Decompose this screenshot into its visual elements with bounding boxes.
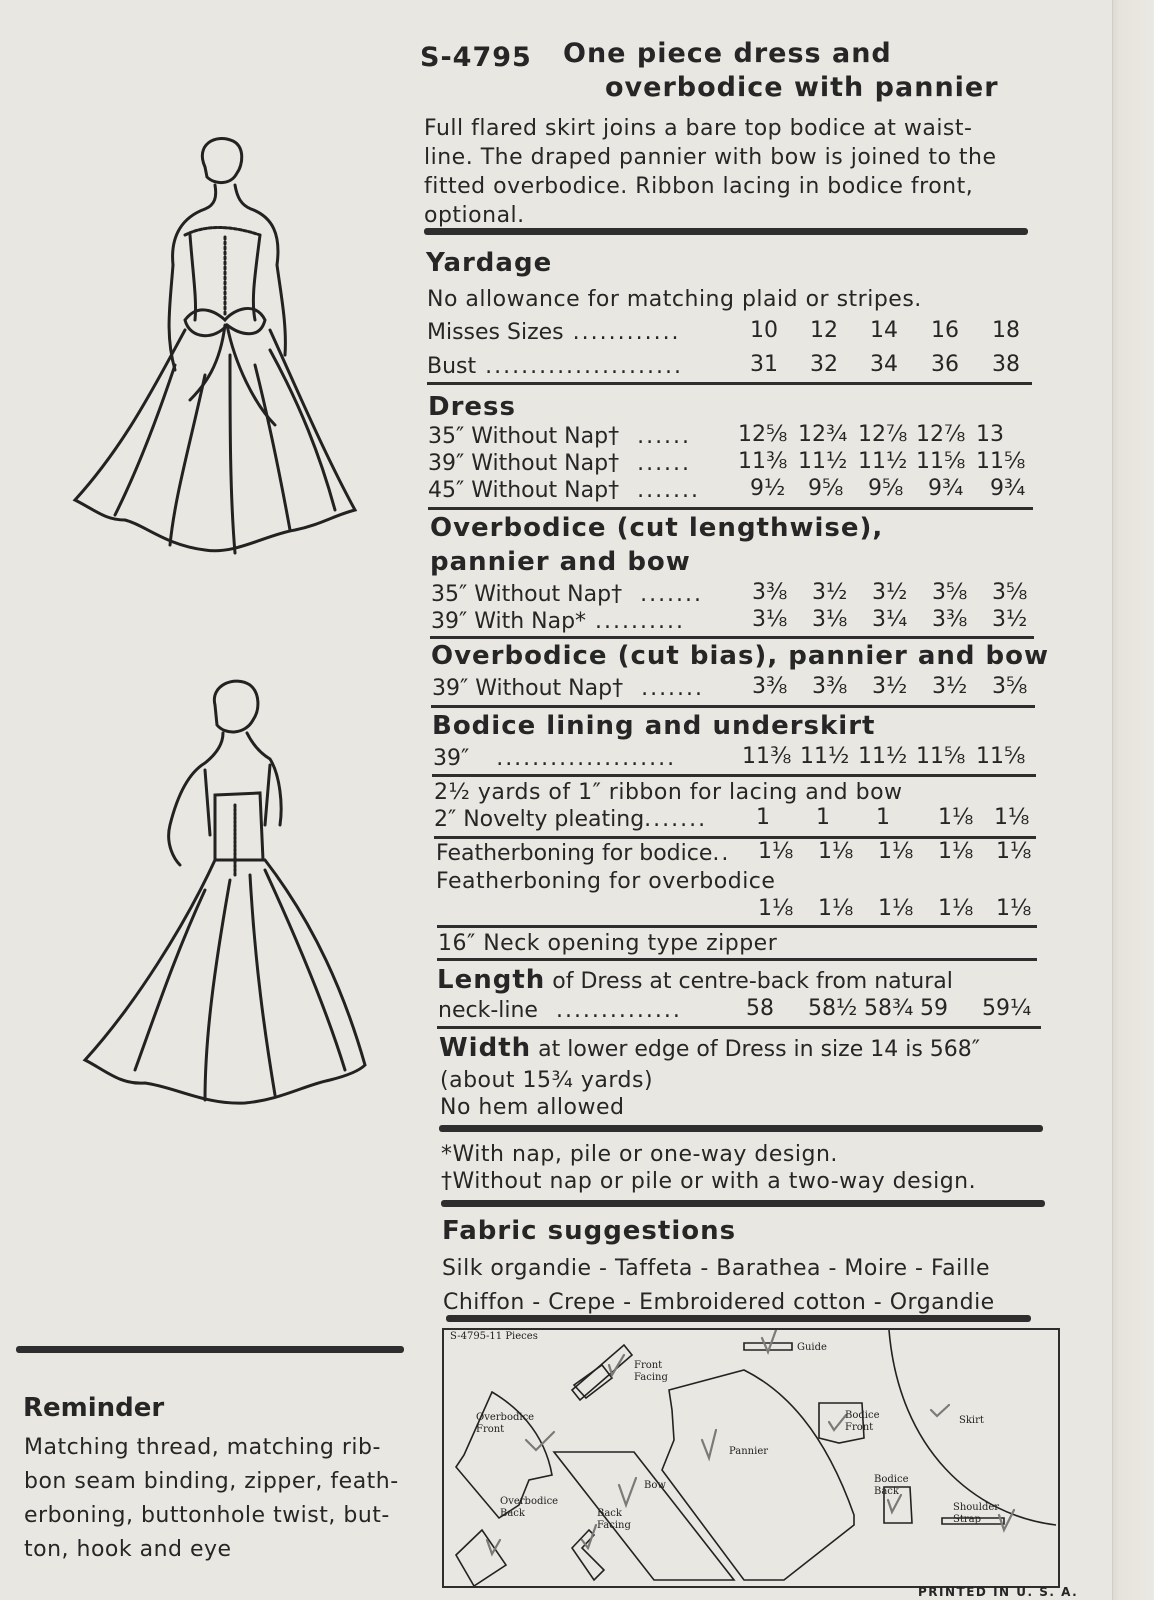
value: 3⅝: [992, 580, 1028, 605]
layout-title: S-4795-11 Pieces: [450, 1331, 538, 1342]
leader-dots: .......: [622, 582, 704, 607]
pattern-number: S-4795: [420, 42, 532, 73]
value: 3½: [812, 580, 848, 605]
leader-dots: ......: [619, 424, 692, 449]
label-overbodice-back: [500, 1496, 558, 1520]
row-label: 39″ Without Nap†: [432, 676, 624, 701]
value: 3½: [872, 580, 908, 605]
value: 3⅛: [752, 607, 788, 632]
overbodice-bias-heading: Overbodice (cut bias), pannier and bow: [431, 641, 1050, 671]
overbodice-row: [431, 609, 685, 634]
label-shoulder-strap: [953, 1502, 999, 1526]
zipper-note: 16″ Neck opening type zipper: [438, 931, 778, 956]
width-yards: (about 15¾ yards): [440, 1068, 654, 1093]
row-label: 39″ With Nap*: [431, 609, 587, 634]
value: 1⅛: [758, 896, 794, 921]
divider: [437, 1026, 1041, 1029]
reminder-line: erboning, buttonhole twist, but-: [24, 1503, 390, 1528]
divider: [446, 1315, 1031, 1322]
bust-values: [750, 352, 1020, 377]
piece-label: Shoulder: [953, 1502, 1000, 1513]
leader-dots: ..: [712, 841, 731, 866]
value: 11⅝: [976, 744, 1026, 769]
pattern-title-line1: One piece dress and: [563, 38, 892, 69]
value: 1: [756, 805, 770, 830]
value: 58½: [808, 996, 858, 1021]
reminder-body: [24, 1431, 399, 1567]
pattern-piece-layout: [442, 1328, 1060, 1588]
bodice-lining-row: [433, 746, 676, 771]
dress-row-values: [750, 476, 1025, 501]
value: 3⅜: [812, 674, 848, 699]
row-label: 35″ Without Nap†: [428, 424, 620, 449]
value: 9½: [750, 476, 786, 501]
value: 12⅞: [916, 422, 966, 447]
sizes-row: [427, 320, 681, 345]
value: 11⅝: [976, 449, 1026, 474]
reminder-line: bon seam binding, zipper, feath-: [24, 1469, 399, 1494]
piece-label: Bodice: [845, 1410, 880, 1421]
divider: [439, 1125, 1043, 1132]
divider: [424, 228, 1028, 235]
value: 11½: [798, 449, 848, 474]
value: 11½: [858, 449, 908, 474]
value: 11½: [800, 744, 850, 769]
reminder-line: Matching thread, matching rib-: [24, 1435, 381, 1460]
length-line: [437, 965, 953, 995]
reminder-heading: Reminder: [23, 1393, 165, 1423]
piece-label: Front: [634, 1360, 663, 1371]
divider: [437, 925, 1037, 928]
value: 1⅛: [758, 839, 794, 864]
value: 58: [746, 996, 774, 1021]
piece-label: Strap: [953, 1514, 982, 1525]
value: 1⅛: [938, 839, 974, 864]
pleating-values: [756, 805, 1029, 830]
value: 9¾: [928, 476, 964, 501]
leader-dots: ............: [563, 320, 681, 345]
pattern-description: [424, 114, 1034, 230]
size-value: 14: [870, 318, 898, 343]
leader-dots: ......: [619, 451, 692, 476]
value: 3¼: [872, 607, 908, 632]
dress-row: [428, 451, 691, 476]
value: 59¼: [982, 996, 1032, 1021]
bust-value: 31: [750, 352, 778, 377]
leader-dots: ..........: [586, 609, 685, 634]
size-value: 18: [992, 318, 1020, 343]
dress-row: [428, 478, 700, 503]
yardage-note: No allowance for matching plaid or stripes.: [427, 287, 922, 312]
leader-dots: ......................: [476, 354, 683, 379]
featherboning-bodice-values: [758, 839, 1031, 864]
printed-in-usa: PRINTED IN U. S. A.: [918, 1585, 1079, 1599]
bust-value: 32: [810, 352, 838, 377]
fabric-heading: Fabric suggestions: [442, 1216, 737, 1246]
featherboning-overbodice-values: [758, 896, 1031, 921]
bust-label: Bust: [427, 354, 477, 379]
fabric-line1: Silk organdie - Taffeta - Barathea - Moire - Faille: [442, 1256, 990, 1281]
value: 3½: [992, 607, 1028, 632]
value: 1⅛: [878, 839, 914, 864]
divider: [432, 774, 1036, 777]
sizes-values: [750, 318, 1020, 343]
value: 1⅛: [878, 896, 914, 921]
row-label: 45″ Without Nap†: [428, 478, 620, 503]
value: 1⅛: [818, 896, 854, 921]
value: 12⅝: [738, 422, 788, 447]
piece-label: Front: [845, 1422, 874, 1433]
leader-dots: ....................: [469, 746, 677, 771]
dress-row-values: [738, 422, 1004, 447]
divider: [441, 1200, 1045, 1207]
value: 3⅝: [932, 580, 968, 605]
label-skirt: Skirt: [959, 1415, 984, 1426]
overbodice-lengthwise-heading-2: pannier and bow: [430, 547, 691, 577]
overbodice-row-values: [752, 607, 1027, 632]
overbodice-row: [431, 582, 703, 607]
value: 3⅜: [752, 674, 788, 699]
value: 1⅛: [938, 805, 974, 830]
fabric-line2: Chiffon - Crepe - Embroidered cotton - Organdie: [443, 1290, 995, 1315]
divider: [430, 636, 1034, 639]
label-overbodice-front: [476, 1412, 534, 1436]
value: 59: [920, 996, 948, 1021]
ribbon-note: 2½ yards of 1″ ribbon for lacing and bow: [434, 780, 903, 805]
piece-label: Back: [597, 1508, 622, 1519]
piece-label: Back: [874, 1486, 899, 1497]
featherboning-overbodice-label: Featherboning for overbodice: [436, 869, 776, 894]
piece-label: Bodice: [874, 1474, 909, 1485]
description-line: line. The draped pannier with bow is joined to the: [424, 145, 997, 170]
description-line: fitted overbodice. Ribbon lacing in bodice front,: [424, 174, 974, 199]
leader-dots: .......: [623, 676, 705, 701]
size-value: 10: [750, 318, 778, 343]
sizes-label: Misses Sizes: [427, 320, 564, 345]
width-heading: Width: [439, 1033, 532, 1063]
row-label: Featherboning for bodice: [436, 841, 713, 866]
bust-value: 38: [992, 352, 1020, 377]
width-text: at lower edge of Dress in size 14 is 568″: [538, 1037, 980, 1062]
yardage-heading: Yardage: [426, 248, 553, 278]
footnote-without-nap: †Without nap or pile or with a two-way design.: [441, 1169, 977, 1194]
divider: [16, 1346, 404, 1353]
dress-row: [428, 424, 691, 449]
size-value: 16: [931, 318, 959, 343]
value: 12¾: [798, 422, 848, 447]
value: 12⅞: [858, 422, 908, 447]
value: 1: [816, 805, 830, 830]
back-view-dress-illustration: [55, 125, 365, 575]
featherboning-bodice-row: [436, 841, 730, 866]
size-value: 12: [810, 318, 838, 343]
footnote-with-nap: *With nap, pile or one-way design.: [441, 1142, 838, 1167]
length-text: of Dress at centre-back from natural: [552, 969, 953, 994]
value: 9¾: [990, 476, 1026, 501]
bodice-lining-heading: Bodice lining and underskirt: [432, 711, 876, 741]
row-label: 2″ Novelty pleating: [434, 807, 645, 832]
pleating-row: [434, 807, 707, 832]
value: 3½: [872, 674, 908, 699]
value: 3⅛: [812, 607, 848, 632]
pattern-title-line2: overbodice with pannier: [605, 72, 999, 103]
value: 11⅜: [742, 744, 792, 769]
length-heading: Length: [437, 965, 546, 995]
check-marks: [444, 1330, 1058, 1586]
label-bodice-front: [845, 1410, 880, 1434]
reminder-line: ton, hook and eye: [24, 1537, 232, 1562]
piece-label: Overbodice: [476, 1412, 535, 1423]
value: 11⅝: [916, 449, 966, 474]
row-label: 39″: [433, 746, 470, 771]
description-line: Full flared skirt joins a bare top bodice at waist-: [424, 116, 973, 141]
value: 11⅜: [738, 449, 788, 474]
row-label: 35″ Without Nap†: [431, 582, 623, 607]
value: 11½: [858, 744, 908, 769]
piece-label: Facing: [634, 1372, 668, 1383]
value: 9⅝: [868, 476, 904, 501]
value: 3⅜: [752, 580, 788, 605]
label-bow: Bow: [644, 1480, 666, 1491]
overbodice-lengthwise-heading: Overbodice (cut lengthwise),: [430, 513, 884, 543]
description-line: optional.: [424, 203, 525, 228]
leader-dots: .......: [644, 807, 708, 832]
label-bodice-back: [874, 1474, 909, 1498]
length-row: [438, 998, 682, 1023]
bust-value: 36: [931, 352, 959, 377]
value: 11⅝: [916, 744, 966, 769]
side-view-dress-illustration: [65, 675, 375, 1125]
value: 58¾: [864, 996, 914, 1021]
label-pannier: Pannier: [729, 1446, 769, 1457]
overbodice-bias-row: [432, 676, 704, 701]
piece-label: Facing: [597, 1520, 631, 1531]
overbodice-bias-values: [752, 674, 1027, 699]
dress-heading: Dress: [428, 392, 516, 422]
row-label: 39″ Without Nap†: [428, 451, 620, 476]
dress-row-values: [738, 449, 1025, 474]
no-hem-note: No hem allowed: [440, 1095, 625, 1120]
piece-label: Back: [500, 1508, 525, 1519]
overbodice-row-values: [752, 580, 1027, 605]
bodice-lining-values: [742, 744, 1025, 769]
row-label: neck-line: [438, 998, 538, 1023]
paper-fold: [1112, 0, 1154, 1600]
value: 3⅜: [932, 607, 968, 632]
divider: [427, 382, 1032, 385]
label-front-facing: [634, 1360, 668, 1384]
length-values: [746, 996, 1031, 1021]
value: 1⅛: [994, 805, 1030, 830]
divider: [431, 705, 1035, 708]
bust-value: 34: [870, 352, 898, 377]
width-line: [439, 1033, 980, 1063]
divider: [428, 507, 1033, 510]
label-guide: Guide: [797, 1342, 827, 1353]
value: 9⅝: [808, 476, 844, 501]
leader-dots: .......: [619, 478, 701, 503]
label-back-facing: [597, 1508, 631, 1532]
value: 1⅛: [818, 839, 854, 864]
divider: [437, 958, 1037, 961]
value: 1: [876, 805, 890, 830]
bust-row: [427, 354, 683, 379]
value: 3½: [932, 674, 968, 699]
value: 1⅛: [996, 896, 1032, 921]
value: 1⅛: [996, 839, 1032, 864]
piece-label: Overbodice: [500, 1496, 559, 1507]
piece-label: Front: [476, 1424, 505, 1435]
value: 13: [976, 422, 1004, 447]
leader-dots: ..............: [537, 998, 682, 1023]
value: 3⅝: [992, 674, 1028, 699]
value: 1⅛: [938, 896, 974, 921]
